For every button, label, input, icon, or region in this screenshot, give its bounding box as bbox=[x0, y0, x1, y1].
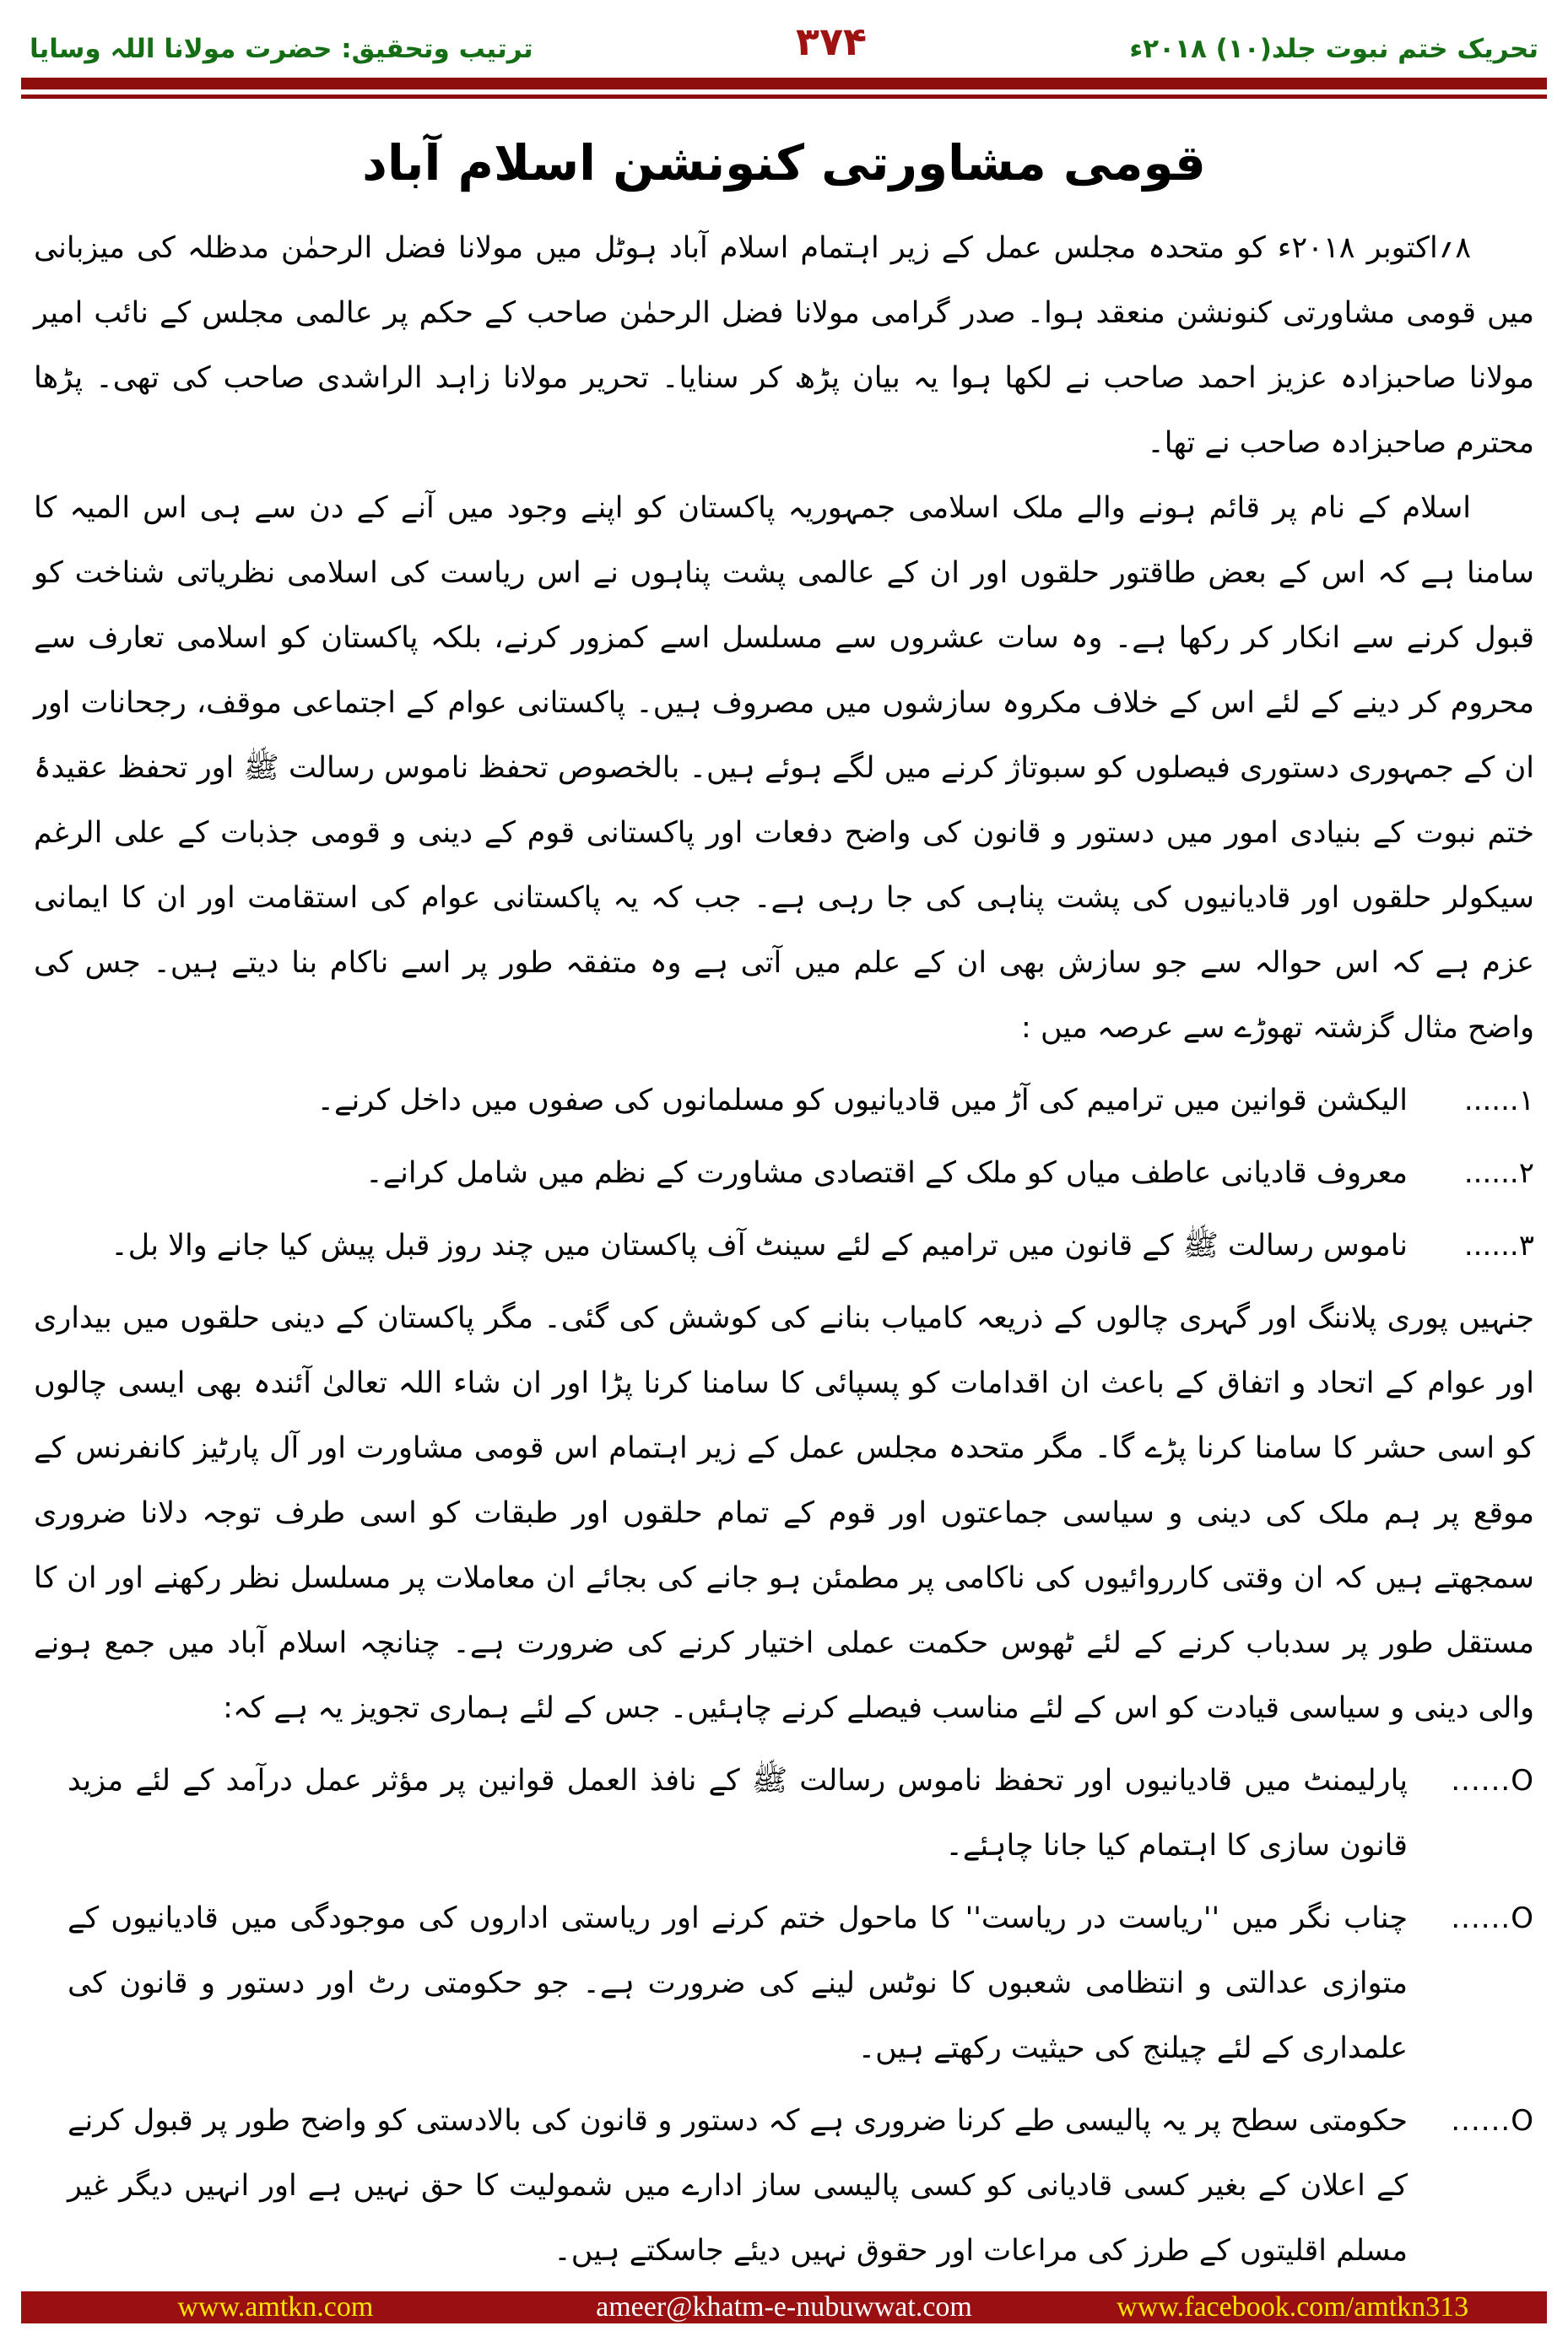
numbered-item-3-marker: ۳...... bbox=[1463, 1229, 1534, 1263]
header-volume-title: تحریک ختم نبوت جلد(۱۰) ۲۰۱۸ء bbox=[1129, 34, 1538, 64]
numbered-item-1-text: الیکشن قوانین میں ترامیم کی آڑ میں قادیانیوں کو مسلمانوں کی صفوں میں داخل کرنے۔ bbox=[316, 1084, 1408, 1118]
numbered-item-2-text: معروف قادیانی عاطف میاں کو ملک کے اقتصادی مشاورت کے نظم میں شامل کرانے۔ bbox=[365, 1156, 1408, 1191]
numbered-item-2 bbox=[34, 1141, 1534, 1206]
proposal-item-1 bbox=[34, 1749, 1534, 1879]
proposal-item-2 bbox=[34, 1886, 1534, 2081]
paragraph-statement: اسلام کے نام پر قائم ہونے والے ملک اسلامی جمہوریہ پاکستان کو اپنے وجود میں آنے کے دن سے ہی اس المیہ کا سامنا ہے کہ اس کے بعض طاقتور حلقوں اور ان کے عالمی پشت پناہوں نے اس ریاست کی اسلامی نظریاتی شناخت کو قبول کرنے سے انکار کر رکھا ہے۔ وہ سات عشروں سے مسلسل اسے کمزور کرنے، بلکہ پاکستان کو اسلامی تعارف سے محروم کر دینے کے لئے اس کے خلاف مکروہ سازشوں میں مصروف ہیں۔ پاکستانی عوام کے اجتماعی موقف، رجحانات اور ان کے جمہوری دستوری فیصلوں کو سبوتاژ کرنے میں لگے ہوئے ہیں۔ بالخصوص تحفظ ناموس رسالت ﷺ اور تحفظ عقیدۂ ختم نبوت کے بنیادی امور میں دستور و قانون کی واضح دفعات اور پاکستانی قوم کے دینی و قومی جذبات کے علی الرغم سیکولر حلقوں اور قادیانیوں کی پشت پناہی کی جا رہی ہے۔ جب کہ یہ پاکستانی عوام کی استقامت اور ان کا ایمانی عزم ہے کہ اس حوالہ سے جو سازش بھی ان کے علم میں آتی ہے وہ متفقہ طور پر اسے ناکام بنا دیتے ہیں۔ جس کی واضح مثال گزشتہ تھوڑے سے عرصہ میں : bbox=[34, 491, 1534, 1046]
paragraph-resolution: جنہیں پوری پلاننگ اور گہری چالوں کے ذریعہ کامیاب بنانے کی کوشش کی گئی۔ مگر پاکستان کے دینی حلقوں میں بیداری اور عوام کے اتحاد و اتفاق کے باعث ان اقدامات کو پسپائی کا سامنا کرنا پڑا اور ان شاء اللہ تعالیٰ آئندہ بھی ایسی چالوں کو اسی حشر کا سامنا کرنا پڑے گا۔ مگر متحدہ مجلس عمل کے زیر اہتمام اس قومی مشاورت اور آل پارٹیز کانفرنس کے موقع پر ہم ملک کی دینی و سیاسی جماعتوں اور قوم کے تمام حلقوں اور طبقات کو اسی طرف توجہ دلانا ضروری سمجھتے ہیں کہ ان وقتی کارروائیوں کی ناکامی پر مطمئن ہو جانے کی بجائے ان معاملات پر مسلسل نظر رکھنے اور ان کا مستقل طور پر سدباب کرنے کے لئے ٹھوس حکمت عملی اختیار کرنے کی ضرورت ہے۔ چنانچہ اسلام آباد میں جمع ہونے والی دینی و سیاسی قیادت کو اس کے لئے مناسب فیصلے کرنے چاہئیں۔ جس کے لئے ہماری تجویز یہ ہے کہ: bbox=[34, 1301, 1534, 1726]
document-body bbox=[21, 99, 1547, 2291]
proposal-item-2-text: چناب نگر میں ''ریاست در ریاست'' کا ماحول ختم کرنے اور ریاستی اداروں کی موجودگی میں قادیانیوں کے متوازی عدالتی و انتظامی شعبوں کا نوٹس لینے کی ضرورت ہے۔ جو حکومتی رٹ اور دستور و قانون کی علمداری کے لئے چیلنج کی حیثیت رکھتے ہیں۔ bbox=[68, 1901, 1408, 2066]
proposal-item-1-marker: O...... bbox=[1451, 1764, 1534, 1798]
divider-thick-line bbox=[21, 78, 1547, 89]
proposal-item-1-text: پارلیمنٹ میں قادیانیوں اور تحفظ ناموس رسالت ﷺ کے نافذ العمل قوانین پر مؤثر عمل درآمد کے لئے مزید قانون سازی کا اہتمام کیا جانا چاہئے۔ bbox=[68, 1764, 1408, 1863]
header-divider-rule bbox=[21, 78, 1547, 99]
proposal-item-2-marker: O...... bbox=[1451, 1901, 1534, 1936]
numbered-item-1-marker: ۱...... bbox=[1463, 1084, 1534, 1118]
page-header bbox=[21, 0, 1547, 69]
footer-website-link[interactable]: www.amtkn.com bbox=[177, 2291, 374, 2323]
numbered-item-2-marker: ۲...... bbox=[1463, 1156, 1534, 1191]
footer-facebook-link[interactable]: www.facebook.com/amtkn313 bbox=[1117, 2291, 1469, 2323]
proposal-item-3-text: حکومتی سطح پر یہ پالیسی طے کرنا ضروری ہے کہ دستور و قانون کی بالادستی کو واضح طور پر قبول کرنے کے اعلان کے بغیر کسی قادیانی کو کسی پالیسی ساز ادارے میں شمولیت کا حق نہیں ہے اور انہیں دیگر غیر مسلم اقلیتوں کے طرز کی مراعات اور حقوق نہیں دیئے جاسکتے ہیں۔ bbox=[68, 2104, 1408, 2269]
page-number: ۳۷۴ bbox=[795, 19, 868, 64]
numbered-item-1 bbox=[34, 1068, 1534, 1133]
proposal-item-3-marker: O...... bbox=[1451, 2104, 1534, 2139]
numbered-item-3 bbox=[34, 1214, 1534, 1279]
numbered-item-3-text: ناموس رسالت ﷺ کے قانون میں ترامیم کے لئے سینٹ آف پاکستان میں چند روز قبل پیش کیا جانے والا بل۔ bbox=[111, 1229, 1408, 1263]
footer-email-link[interactable]: ameer@khatm-e-nubuwwat.com bbox=[596, 2291, 972, 2323]
paragraph-intro: ۸؍اکتوبر ۲۰۱۸ء کو متحدہ مجلس عمل کے زیر اہتمام اسلام آباد ہوٹل میں مولانا فضل الرحمٰن مدظلہ کی میزبانی میں قومی مشاورتی کنونشن منعقد ہوا۔ صدر گرامی مولانا فضل الرحمٰن صاحب کے حکم پر عالمی مجلس کے نائب امیر مولانا صاحبزادہ عزیز احمد صاحب نے لکھا ہوا یہ بیان پڑھ کر سنایا۔ تحریر مولانا زاہد الراشدی صاحب کی تھی۔ پڑھا محترم صاحبزادہ صاحب نے تھا۔ bbox=[34, 231, 1534, 461]
page-title: قومی مشاورتی کنونشن اسلام آباد bbox=[362, 134, 1206, 192]
page-footer bbox=[21, 2291, 1547, 2323]
proposal-item-3 bbox=[34, 2089, 1534, 2284]
header-compiler-credit: ترتیب وتحقیق: حضرت مولانا اللہ وسایا bbox=[30, 34, 533, 64]
